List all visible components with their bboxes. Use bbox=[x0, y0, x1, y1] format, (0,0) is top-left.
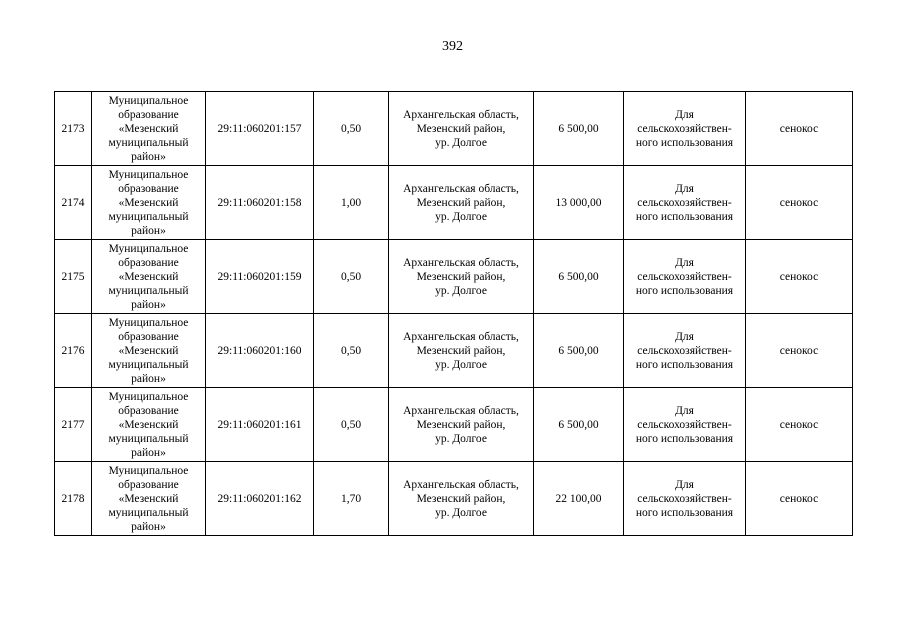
table-row bbox=[55, 462, 853, 536]
row-number-cell: 2177 bbox=[55, 388, 92, 462]
area-cell: 1,70 bbox=[314, 462, 389, 536]
address-cell-line: Мезенский район, bbox=[416, 270, 506, 283]
owner-cell-line: район» bbox=[131, 372, 166, 385]
owner-cell-line: образование bbox=[118, 404, 179, 417]
purpose-cell-line: Для bbox=[675, 330, 694, 343]
address-cell-line: Архангельская область, bbox=[403, 256, 519, 269]
purpose-cell bbox=[624, 462, 746, 536]
purpose-cell-line: ного использования bbox=[635, 432, 734, 445]
address-cell-line: ур. Долгое bbox=[435, 210, 487, 223]
address-cell-line: ур. Долгое bbox=[435, 506, 487, 519]
area-cell: 0,50 bbox=[314, 388, 389, 462]
owner-cell-line: район» bbox=[131, 520, 166, 533]
address-cell-line: Архангельская область, bbox=[403, 182, 519, 195]
land-use-cell: сенокос bbox=[746, 240, 853, 314]
table-row bbox=[55, 166, 853, 240]
owner-cell bbox=[92, 166, 206, 240]
address-cell-line: Архангельская область, bbox=[403, 478, 519, 491]
owner-cell-line: Муниципальное bbox=[108, 94, 189, 107]
address-cell bbox=[389, 166, 534, 240]
purpose-cell bbox=[624, 166, 746, 240]
cadastral-value-cell: 6 500,00 bbox=[534, 92, 624, 166]
owner-cell-line: муниципальный bbox=[108, 136, 189, 149]
owner-cell-line: район» bbox=[131, 298, 166, 311]
owner-cell-line: образование bbox=[118, 108, 179, 121]
owner-cell-line: муниципальный bbox=[108, 506, 189, 519]
purpose-cell-line: сельскохозяйствен- bbox=[637, 344, 732, 357]
purpose-cell bbox=[624, 240, 746, 314]
address-cell-line: Мезенский район, bbox=[416, 492, 506, 505]
address-cell bbox=[389, 388, 534, 462]
address-cell-line: Архангельская область, bbox=[403, 108, 519, 121]
area-cell: 0,50 bbox=[314, 92, 389, 166]
table-row bbox=[55, 240, 853, 314]
row-number-cell: 2178 bbox=[55, 462, 92, 536]
owner-cell-line: муниципальный bbox=[108, 210, 189, 223]
row-number-cell: 2176 bbox=[55, 314, 92, 388]
owner-cell-line: «Мезенский bbox=[118, 418, 179, 431]
cadastral-number-cell: 29:11:060201:162 bbox=[206, 462, 314, 536]
address-cell bbox=[389, 240, 534, 314]
owner-cell-line: муниципальный bbox=[108, 432, 189, 445]
owner-cell-line: образование bbox=[118, 182, 179, 195]
owner-cell-line: образование bbox=[118, 330, 179, 343]
owner-cell-line: Муниципальное bbox=[108, 242, 189, 255]
owner-cell-line: Муниципальное bbox=[108, 390, 189, 403]
purpose-cell-line: сельскохозяйствен- bbox=[637, 122, 732, 135]
row-number-cell: 2174 bbox=[55, 166, 92, 240]
owner-cell bbox=[92, 240, 206, 314]
area-cell: 1,00 bbox=[314, 166, 389, 240]
purpose-cell-line: ного использования bbox=[635, 136, 734, 149]
cadastral-value-cell: 6 500,00 bbox=[534, 314, 624, 388]
purpose-cell bbox=[624, 388, 746, 462]
land-use-cell: сенокос bbox=[746, 462, 853, 536]
area-cell: 0,50 bbox=[314, 314, 389, 388]
land-register-table bbox=[54, 91, 853, 536]
purpose-cell-line: ного использования bbox=[635, 358, 734, 371]
owner-cell-line: Муниципальное bbox=[108, 316, 189, 329]
owner-cell-line: «Мезенский bbox=[118, 344, 179, 357]
owner-cell-line: образование bbox=[118, 478, 179, 491]
owner-cell-line: район» bbox=[131, 150, 166, 163]
row-number-cell: 2175 bbox=[55, 240, 92, 314]
cadastral-number-cell: 29:11:060201:158 bbox=[206, 166, 314, 240]
cadastral-number-cell: 29:11:060201:159 bbox=[206, 240, 314, 314]
owner-cell-line: «Мезенский bbox=[118, 196, 179, 209]
cadastral-number-cell: 29:11:060201:161 bbox=[206, 388, 314, 462]
purpose-cell-line: Для bbox=[675, 108, 694, 121]
owner-cell bbox=[92, 462, 206, 536]
owner-cell-line: Муниципальное bbox=[108, 464, 189, 477]
owner-cell-line: муниципальный bbox=[108, 284, 189, 297]
owner-cell-line: район» bbox=[131, 224, 166, 237]
address-cell bbox=[389, 462, 534, 536]
owner-cell bbox=[92, 388, 206, 462]
table-row bbox=[55, 388, 853, 462]
address-cell-line: Архангельская область, bbox=[403, 404, 519, 417]
purpose-cell-line: сельскохозяйствен- bbox=[637, 418, 732, 431]
table-row bbox=[55, 92, 853, 166]
land-use-cell: сенокос bbox=[746, 92, 853, 166]
address-cell-line: ур. Долгое bbox=[435, 136, 487, 149]
purpose-cell-line: ного использования bbox=[635, 210, 734, 223]
owner-cell bbox=[92, 314, 206, 388]
table-row bbox=[55, 314, 853, 388]
purpose-cell-line: ного использования bbox=[635, 506, 734, 519]
address-cell-line: ур. Долгое bbox=[435, 284, 487, 297]
owner-cell-line: «Мезенский bbox=[118, 270, 179, 283]
owner-cell bbox=[92, 92, 206, 166]
cadastral-number-cell: 29:11:060201:160 bbox=[206, 314, 314, 388]
cadastral-number-cell: 29:11:060201:157 bbox=[206, 92, 314, 166]
cadastral-value-cell: 6 500,00 bbox=[534, 240, 624, 314]
owner-cell-line: «Мезенский bbox=[118, 492, 179, 505]
cadastral-value-cell: 13 000,00 bbox=[534, 166, 624, 240]
cadastral-value-cell: 6 500,00 bbox=[534, 388, 624, 462]
purpose-cell-line: Для bbox=[675, 182, 694, 195]
area-cell: 0,50 bbox=[314, 240, 389, 314]
page-number: 392 bbox=[442, 39, 463, 54]
address-cell-line: Мезенский район, bbox=[416, 196, 506, 209]
owner-cell-line: образование bbox=[118, 256, 179, 269]
row-number-cell: 2173 bbox=[55, 92, 92, 166]
address-cell-line: Мезенский район, bbox=[416, 122, 506, 135]
purpose-cell bbox=[624, 314, 746, 388]
purpose-cell-line: сельскохозяйствен- bbox=[637, 196, 732, 209]
address-cell-line: Мезенский район, bbox=[416, 344, 506, 357]
purpose-cell-line: сельскохозяйствен- bbox=[637, 492, 732, 505]
owner-cell-line: «Мезенский bbox=[118, 122, 179, 135]
land-use-cell: сенокос bbox=[746, 388, 853, 462]
purpose-cell-line: Для bbox=[675, 256, 694, 269]
land-use-cell: сенокос bbox=[746, 166, 853, 240]
address-cell-line: Мезенский район, bbox=[416, 418, 506, 431]
purpose-cell bbox=[624, 92, 746, 166]
purpose-cell-line: Для bbox=[675, 478, 694, 491]
owner-cell-line: Муниципальное bbox=[108, 168, 189, 181]
cadastral-value-cell: 22 100,00 bbox=[534, 462, 624, 536]
purpose-cell-line: Для bbox=[675, 404, 694, 417]
address-cell-line: ур. Долгое bbox=[435, 432, 487, 445]
address-cell-line: ур. Долгое bbox=[435, 358, 487, 371]
table-body bbox=[55, 92, 853, 536]
land-use-cell: сенокос bbox=[746, 314, 853, 388]
address-cell bbox=[389, 314, 534, 388]
owner-cell-line: район» bbox=[131, 446, 166, 459]
purpose-cell-line: сельскохозяйствен- bbox=[637, 270, 732, 283]
purpose-cell-line: ного использования bbox=[635, 284, 734, 297]
address-cell bbox=[389, 92, 534, 166]
address-cell-line: Архангельская область, bbox=[403, 330, 519, 343]
owner-cell-line: муниципальный bbox=[108, 358, 189, 371]
